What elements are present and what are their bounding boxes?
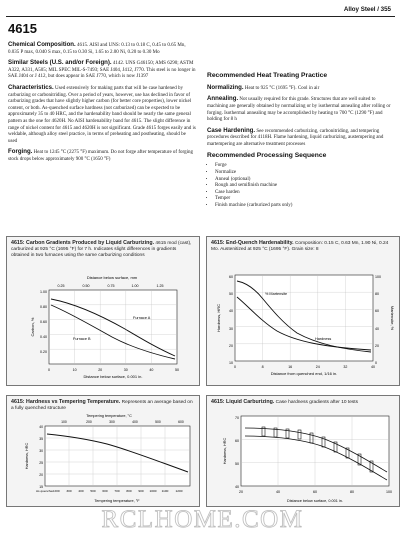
y-axis-label: Hardness, HRC	[25, 442, 29, 470]
similar-steels: Similar Steels (U.S. and/or Foreign). 4142. UNS G46150; AMS 6290; ASTM A322, A331, A505; MIL SPEC MIL-S-7493; SAE J404, J412, J770. This steel is no longer in SAE J404 or J 412, but does appear in SAE J770, which is now J1397	[8, 59, 196, 80]
plot-frame	[45, 426, 190, 486]
y-tick: 60	[235, 439, 239, 443]
figure-caption: 4615: Liquid Carburizing. Case hardness gradients after 10 tests	[211, 399, 359, 405]
x-tick: 1200	[175, 489, 183, 493]
annealing: Annealing. Not usually required for this grade. Structures that are well suited to machining are generally obtained by normalizing or by isothermal annealing after rolling or forging. Isothermal annealing may be accomplished by heating to 700 °C (1290 °F) and holding for 8 h	[207, 95, 391, 123]
y-right-tick: 20	[375, 344, 379, 348]
figure-end-quench	[206, 236, 400, 386]
x-tick: 8	[261, 365, 264, 369]
x-axis-label: Distance below surface, 0.001 in.	[287, 499, 343, 503]
sequence-step: • Temper	[215, 196, 395, 203]
x-tick: 500	[90, 489, 96, 493]
figure-liquid-carburizing	[206, 395, 400, 507]
right-column	[207, 70, 395, 210]
sequence-step: • Case harden	[215, 190, 395, 197]
x-axis-label: Distance below surface, 0.001 in.	[83, 374, 143, 379]
top-axis-label: Distance below surface, mm	[86, 275, 138, 280]
sequence-step: • Rough and semifinish machine	[215, 183, 395, 190]
figure-tempering	[6, 395, 200, 507]
carbon-gradient-chart	[7, 271, 201, 386]
x-tick: 200	[54, 489, 60, 493]
y-tick: 50	[235, 462, 239, 466]
x-tick: 16	[288, 365, 293, 369]
top-tick: 1.00	[131, 284, 139, 288]
y-tick: 30	[229, 327, 233, 331]
x-tick: 700	[114, 489, 120, 493]
y-tick: 35	[39, 437, 43, 441]
hardness-label: Hardness	[315, 337, 332, 341]
y-tick: 0.80	[40, 305, 47, 309]
left-column	[8, 41, 196, 167]
steel-designation: 4615	[8, 21, 37, 36]
plot-frame	[49, 290, 177, 364]
figure-carbon-gradients	[6, 236, 200, 386]
x-tick: 100	[386, 490, 392, 494]
figure-caption: 4615: Hardness vs Tempering Temperature. Represents an average based on a fully quenched structure	[11, 399, 193, 412]
y-tick: 40	[229, 309, 233, 313]
x-tick: 40	[371, 365, 375, 369]
characteristics: Characteristics. Used extensively for making parts that will be case hardened by carburizing or carbonitriding. Over a period of years, however, use has declined in favor of carburizing grades that have slightly higher carbon (for better core properties), lower nickel content, or both. As-quenched surface hardness (not carburized) can be expected to be approximately 35 to 40 HRC, and the hardenability band should be nearly the same general pattern as the one for 4620H. No AISI hardenability band for 4615. The slight difference in range of nickel content for 4615 and 4620H is not significant. Grade 4615 forges easily and is weldable, although alloy steel practice, in terms of preheating and postheating, should be used	[8, 83, 196, 144]
top-tick: 0.75	[107, 284, 115, 288]
top-tick: 0.50	[82, 284, 90, 288]
y-tick: 70	[235, 416, 239, 420]
figure-caption: 4615: End-Quench Hardenability. Composition: 0.15 C, 0.63 Mn, 1.90 Ni, 0.24 Mo. Austenitized at 925 °C (1695 °F). Grain size: 8	[211, 240, 389, 253]
x-tick: 20	[98, 368, 103, 372]
y-tick: 0.20	[40, 350, 47, 354]
y-tick: 40	[235, 485, 239, 489]
y-axis-label: Hardness, HRC	[216, 303, 221, 333]
x-tick: 40	[276, 490, 280, 494]
normalizing: Normalizing. Heat to 925 °C (1695 °F). Cool in air	[207, 83, 320, 91]
y-right-tick: 100	[375, 275, 381, 279]
x-tick: 60	[313, 490, 317, 494]
x-axis-label: Tempering temperature, °F	[94, 499, 140, 503]
forging: Forging. Heat to 1245 °C (2275 °F) maximum. Do not forge after temperature of forging stock drops below approximately 900 °C (1650 °F)	[8, 148, 193, 162]
y-tick: 40	[39, 425, 43, 429]
top-tick: 1.25	[156, 284, 164, 288]
x-tick: 30	[123, 368, 128, 372]
x-axis-label: Distance from quenched end, 1/16 in.	[270, 371, 338, 376]
x-tick: 50	[175, 368, 179, 372]
heat-treat-title: Recommended Heat Treating Practice	[207, 72, 328, 79]
end-quench-chart	[207, 267, 401, 386]
y-axis-label: Hardness, HRC	[223, 437, 227, 465]
y-axis-label: Carbon, %	[30, 317, 35, 337]
liquid-carburizing-chart	[207, 410, 401, 507]
top-tick: 0.25	[57, 284, 65, 288]
x-tick: 24	[315, 365, 320, 369]
top-tick: 400	[132, 420, 138, 424]
y-right-tick: 60	[375, 309, 379, 313]
y-tick: 10	[229, 361, 233, 365]
y-tick: 15	[39, 485, 43, 489]
watermark: RCLHOME.COM	[101, 506, 304, 533]
case-hardening: Case Hardening. See recommended carburizing, carbonitriding, and tempering procedures described for 4118H. Flame hardening, liquid carburizing, austempering and martempering are alternative treatment processes	[207, 126, 384, 147]
y-tick: 1.00	[40, 290, 47, 294]
x-tick: 400	[78, 489, 84, 493]
y-tick: 0.40	[40, 335, 47, 339]
header-rule	[6, 16, 395, 17]
x-tick: 32	[343, 365, 348, 369]
x-tick: 600	[102, 489, 108, 493]
y-tick: 20	[229, 344, 233, 348]
top-axis-label: Tempering temperature, °C	[86, 414, 132, 418]
x-tick: As quenched	[35, 489, 55, 493]
top-tick: 500	[155, 420, 161, 424]
sequence-step: • Finish machine (carburized parts only)	[215, 203, 395, 210]
x-tick: 300	[66, 489, 72, 493]
tempering-chart	[7, 412, 201, 507]
y-tick: 25	[39, 461, 43, 465]
x-tick: 80	[350, 490, 354, 494]
sequence-step: • Forge	[215, 163, 395, 170]
sequence-step: • Anneal (optional)	[215, 177, 395, 184]
y-tick: 50	[229, 292, 233, 296]
y-tick: 30	[39, 449, 43, 453]
x-tick: 20	[239, 490, 243, 494]
processing-sequence	[207, 163, 395, 209]
top-tick: 300	[109, 420, 115, 424]
top-tick: 200	[86, 420, 92, 424]
x-tick: 0	[234, 365, 236, 369]
furnace-b-label: Furnace B	[73, 337, 91, 341]
y-right-tick: 80	[375, 292, 379, 296]
running-head: Alloy Steel / 355	[343, 6, 391, 13]
y-right-tick: 40	[375, 327, 379, 331]
y-tick: 20	[39, 473, 43, 477]
sequence-title: Recommended Processing Sequence	[207, 151, 327, 159]
y-right-axis-label: Martensite, %	[390, 305, 395, 331]
x-tick: 900	[138, 489, 144, 493]
martensite-label: % Martensite	[265, 292, 288, 296]
y-tick: 60	[229, 275, 233, 279]
furnace-a-label: Furnace A	[133, 316, 151, 320]
sequence-step: • Normalize	[215, 170, 395, 177]
y-right-tick: 0	[375, 361, 377, 365]
chemical-composition: Chemical Composition. 4615. AISI and UNS: 0.13 to 0.18 C, 0.45 to 0.65 Mn, 0.035 P max, 0.040 S max, 0.15 to 0.30 Si, 1.65 to 2.00 Ni, 0.20 to 0.30 Mo	[8, 41, 186, 55]
x-tick: 1100	[161, 489, 169, 493]
x-tick: 800	[126, 489, 132, 493]
x-tick: 0	[48, 368, 50, 372]
x-tick: 10	[72, 368, 77, 372]
top-tick: 100	[61, 420, 67, 424]
top-tick: 600	[178, 420, 184, 424]
x-tick: 40	[149, 368, 154, 372]
plot-frame	[235, 275, 373, 361]
figure-caption: 4615: Carbon Gradients Produced by Liquid Carburizing. 4615 mod (cast), carburized at 925 °C (1695 °F) for 7 h. Indicates slight differences in gradients obtained in two furnaces using the same carburizing conditions	[11, 240, 192, 259]
x-tick: 1000	[149, 489, 157, 493]
y-tick: 0.60	[40, 320, 47, 324]
